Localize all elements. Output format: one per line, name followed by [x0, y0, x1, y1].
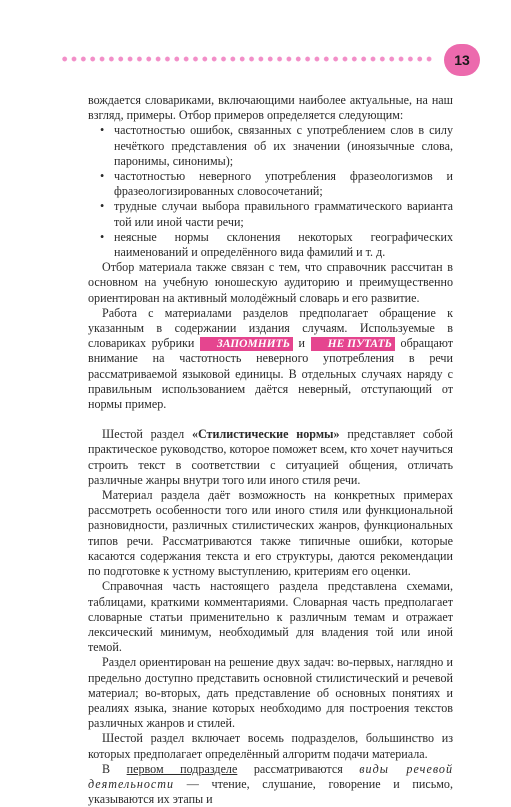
paragraph-text: — чтение, слушание, говорение и письмо, указываются их этапы и: [88, 776, 453, 807]
paragraph-subsections: Шестой раздел включает восемь подразделов, большинство из которых предполагает определённый алгоритм подачи материала.: [88, 731, 453, 761]
selection-criteria-list: [88, 123, 453, 260]
paragraph-text: представляет собой практическое руководство, которое поможет всем, кто хочет научиться строить текст в соответствии с ситуацией общения, отличать различные жанры внутри того или иного стиля речи.: [88, 427, 454, 487]
page-number-badge: 13: [444, 44, 480, 76]
intro-paragraph: вождается словариками, включающими наиболее актуальные, на наш взгляд, примеры. Отбор примеров определяется следующим:: [88, 93, 453, 123]
list-item: • частотностью неверного употребления фразеологизмов и фразеологизированных словосочетаний;: [114, 169, 453, 199]
page-header: [0, 38, 511, 78]
paragraph-reference: Справочная часть настоящего раздела представлена схемами, таблицами, краткими комментариями. Словарная часть предполагает словарные статьи применительно к различным темам и отражает лексический минимум, необходимый для владения той или иной темой.: [88, 579, 453, 655]
paragraph-text: В: [102, 761, 111, 776]
italic-term: виды речевой деятельности: [88, 761, 453, 791]
paragraph-text: Работа с материалами разделов предполагает обращение к указанным в содержании издания случаям. Используемые в словариках рубрики: [88, 305, 453, 351]
paragraph-selection: Отбор материала также связан с тем, что справочник рассчитан в основном на учебную юношескую аудиторию и преимущественно ориентирован на активный молодёжный словарь и его развитие.: [88, 260, 453, 305]
rubric-badge-dont-confuse: НЕ ПУТАТЬ: [311, 337, 395, 351]
list-item: • частотностью ошибок, связанных с употреблением слов в силу нечёткого представления об их значении (иноязычные слова, паронимы, синонимы);: [114, 123, 453, 169]
list-item: • неясные нормы склонения некоторых географических наименований и определённого вида фамилий и т. д.: [114, 230, 453, 260]
paragraph-work: [88, 306, 453, 412]
section-gap: [88, 412, 453, 427]
paragraph-text: обращают внимание на частотность неверного употребления в речи рассматриваемой языковой единицы. В отдельных случаях наряду с правильным использованием даётся неверный, отступающий от нормы пример.: [88, 336, 453, 412]
paragraph-text: рассматриваются: [253, 761, 343, 776]
paragraph-first-subsection: [88, 762, 453, 807]
decorative-dotted-line: [60, 56, 434, 62]
connector-text: и: [298, 336, 306, 351]
underlined-term: первом подразделе: [126, 761, 238, 776]
paragraph-material: Материал раздела даёт возможность на конкретных примерах рассмотреть особенности того или иного стиля или функциональной разновидности, различных стилистических жанров, функциональных типов речи. Рассматриваются также типичные ошибки, которые касаются содержания текста и его структуры, даются рекомендации по подготовке к устному выступлению, критериям его оценки.: [88, 488, 453, 579]
paragraph-tasks: Раздел ориентирован на решение двух задач: во-первых, наглядно и предельно доступно представить основной стилистический и речевой материал; во-вторых, дать представление об основных понятиях и реалиях языка, знание которых необходимо для построения текстов различных жанров и стилей.: [88, 655, 453, 731]
paragraph-text: Шестой раздел: [102, 427, 185, 442]
paragraph-section6: [88, 427, 453, 488]
rubric-badge-remember: ЗАПОМНИТЬ: [200, 337, 293, 351]
section-title: «Стилистические нормы»: [191, 427, 340, 442]
page-body: [88, 93, 453, 807]
list-item: • трудные случаи выбора правильного грамматического варианта той или иной части речи;: [114, 199, 453, 229]
